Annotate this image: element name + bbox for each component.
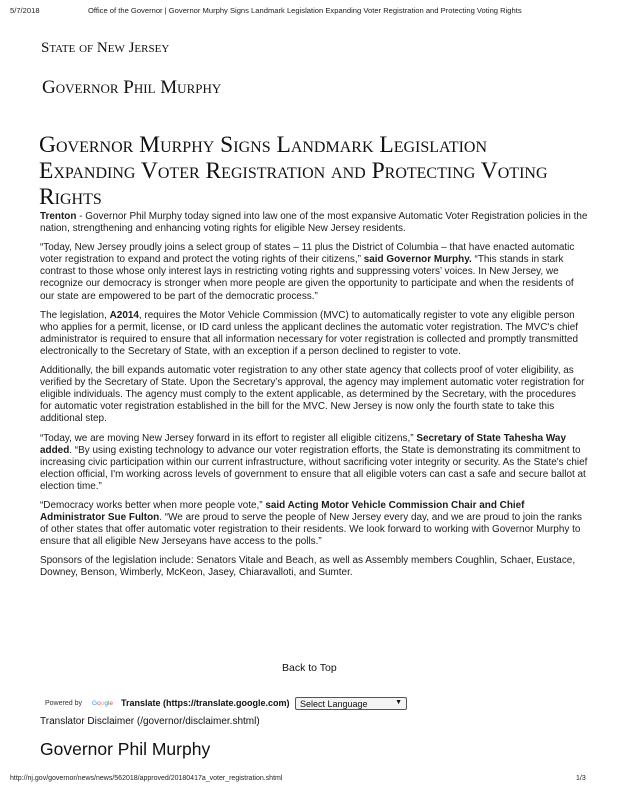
- article-headline: Governor Murphy Signs Landmark Legislation Expanding Voter Registration and Protecting Voting Rights: [39, 132, 548, 210]
- article-paragraph-3: The legislation, A2014, requires the Motor Vehicle Commission (MVC) to automatically register to vote any eligible person who applies for a permit, license, or ID card unless the applicant declines the automatic voter registration. The MVC's chief administrator is required to ensure that all information necessary for voter registration is collected and promptly transmitted electronically to the Secretary of State, with an exception if a person declined to register to vote.: [40, 309, 579, 357]
- article-paragraph-1: Trenton - Governor Phil Murphy today signed into law one of the most expansive Automatic Voter Registration policies in the nation, strengthening and enhancing voting rights for eligible New Jersey residents.: [40, 211, 588, 235]
- article-body: [40, 211, 588, 587]
- article-paragraph-7: Sponsors of the legislation include: Senators Vitale and Beach, as well as Assembly members Coughlin, Schaer, Eustace, Downey, Benson, Wimberly, McKeon, Jasey, Chiaravalloti, and Sumter.: [40, 555, 576, 579]
- google-translate-link[interactable]: Translate (https://translate.google.com): [121, 698, 290, 708]
- print-url: http://nj.gov/governor/news/news/562018/approved/20180417a_voter_registration.shtml: [10, 775, 283, 782]
- google-logo: Google: [92, 700, 114, 707]
- bill-number: A2014: [109, 309, 139, 321]
- footer-governor-title: Governor Phil Murphy: [40, 739, 211, 759]
- article-paragraph-4: Additionally, the bill expands automatic voter registration to any other state agency that collects proof of voter eligibility, as verified by the Secretary of State. Upon the Secretary’s approval, the agency may implement automatic voter registration for eligible individuals. The agency must comply to the extent applicable, as determined by the Secretary, with the procedures for automatic voter registration established in the bill for the MVC. New Jersey is now only the fourth state to take this additional step.: [40, 365, 585, 425]
- print-date: 5/7/2018: [10, 6, 40, 15]
- language-select[interactable]: Select Language ▼: [295, 697, 407, 710]
- dropdown-arrow-icon: ▼: [395, 699, 402, 706]
- print-page-number: 1/3: [576, 775, 586, 782]
- translator-disclaimer-link[interactable]: Translator Disclaimer (/governor/disclaimer.shtml): [40, 716, 260, 727]
- article-paragraph-5: “Today, we are moving New Jersey forward in its effort to register all eligible citizens,” Secretary of State Tahesha Way added. “By using existing technology to advance our voter registration efforts, the State is demonstrating its commitment to increasing civic participation within our current infrastructure, without sacrificing voter integrity or security. As the State's chief election official, I'm working across levels of government to ensure that all eligible voters can cast a safe and secure ballot at election time.”: [40, 432, 588, 492]
- print-title: Office of the Governor | Governor Murphy Signs Landmark Legislation Expanding Voter Registration and Protecting Voting Rights: [88, 6, 522, 15]
- site-governor-link[interactable]: Governor Phil Murphy: [42, 77, 222, 98]
- article-paragraph-2: “Today, New Jersey proudly joins a select group of states – 11 plus the District of Columbia – that have enacted automatic voter registration to expand and protect the voting rights of their citizens,” said Governor Murphy. “This stands in stark contrast to those whose only interest lays in restricting voting rights and suppressing voters’ voices. In New Jersey, we recognize our democracy is stronger when more people are given the opportunity to participate and when the residents of our state are empowered to be part of the democratic process.”: [40, 242, 575, 302]
- back-to-top-link[interactable]: Back to Top: [282, 662, 337, 674]
- article-paragraph-6: “Democracy works better when more people vote,” said Acting Motor Vehicle Commission Chair and Chief Administrator Sue Fulton. “We are proud to serve the people of New Jersey every day, and we are proud to join the ranks of other states that offer automatic voter registration to their residents. We look forward to working with Governor Murphy to ensure that all eligible New Jerseyans have access to the polls.”: [40, 499, 583, 548]
- site-state-link[interactable]: State of New Jersey: [41, 40, 170, 56]
- dateline: Trenton: [40, 211, 77, 222]
- powered-by-label: Powered by: [45, 700, 82, 707]
